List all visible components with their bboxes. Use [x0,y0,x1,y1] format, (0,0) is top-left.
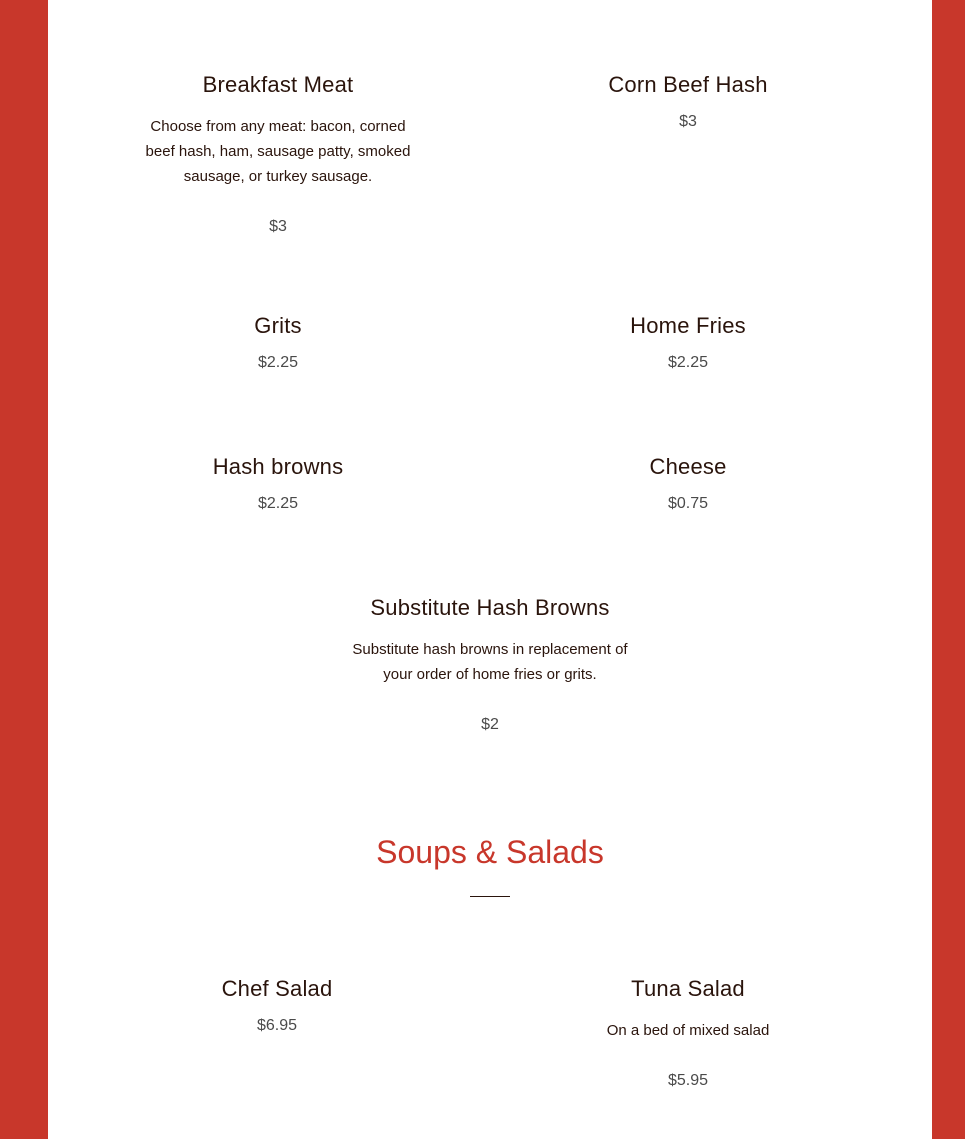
item-price: $3 [679,113,697,130]
menu-item-breakfast-meat [128,72,428,237]
menu-item-grits [128,313,428,373]
menu-page [48,0,932,1139]
item-name: Grits [254,313,302,338]
item-description: Substitute hash browns in replacement of your order of home fries or grits. [352,641,628,683]
item-name: Home Fries [630,313,746,338]
item-price: $0.75 [667,495,709,512]
item-price: $2.25 [257,495,299,512]
item-name: Substitute Hash Browns [370,595,610,620]
item-description: Choose from any meat: bacon, corned beef hash, ham, sausage patty, smoked sausage, or turkey sausage. [145,118,411,185]
menu-item-substitute-hash-browns [340,595,640,735]
section-title-soups-salads: Soups & Salads [376,834,604,870]
menu-item-cheese [538,454,838,514]
item-price: $3 [269,218,287,235]
item-name: Cheese [649,454,727,479]
item-price: $5.95 [667,1072,709,1089]
item-name: Corn Beef Hash [608,72,768,97]
item-name: Tuna Salad [631,976,745,1001]
menu-item-corn-beef-hash [538,72,838,132]
item-price: $2 [481,716,499,733]
item-description: On a bed of mixed salad [606,1022,770,1039]
menu-item-chef-salad [127,976,427,1036]
menu-item-hash-browns [128,454,428,514]
section-divider [470,896,510,897]
item-price: $2.25 [667,354,709,371]
item-name: Chef Salad [221,976,333,1001]
item-name: Hash browns [212,454,344,479]
menu-item-home-fries [538,313,838,373]
menu-item-tuna-salad [538,976,838,1091]
item-name: Breakfast Meat [202,72,354,97]
item-price: $2.25 [257,354,299,371]
item-price: $6.95 [256,1017,298,1034]
